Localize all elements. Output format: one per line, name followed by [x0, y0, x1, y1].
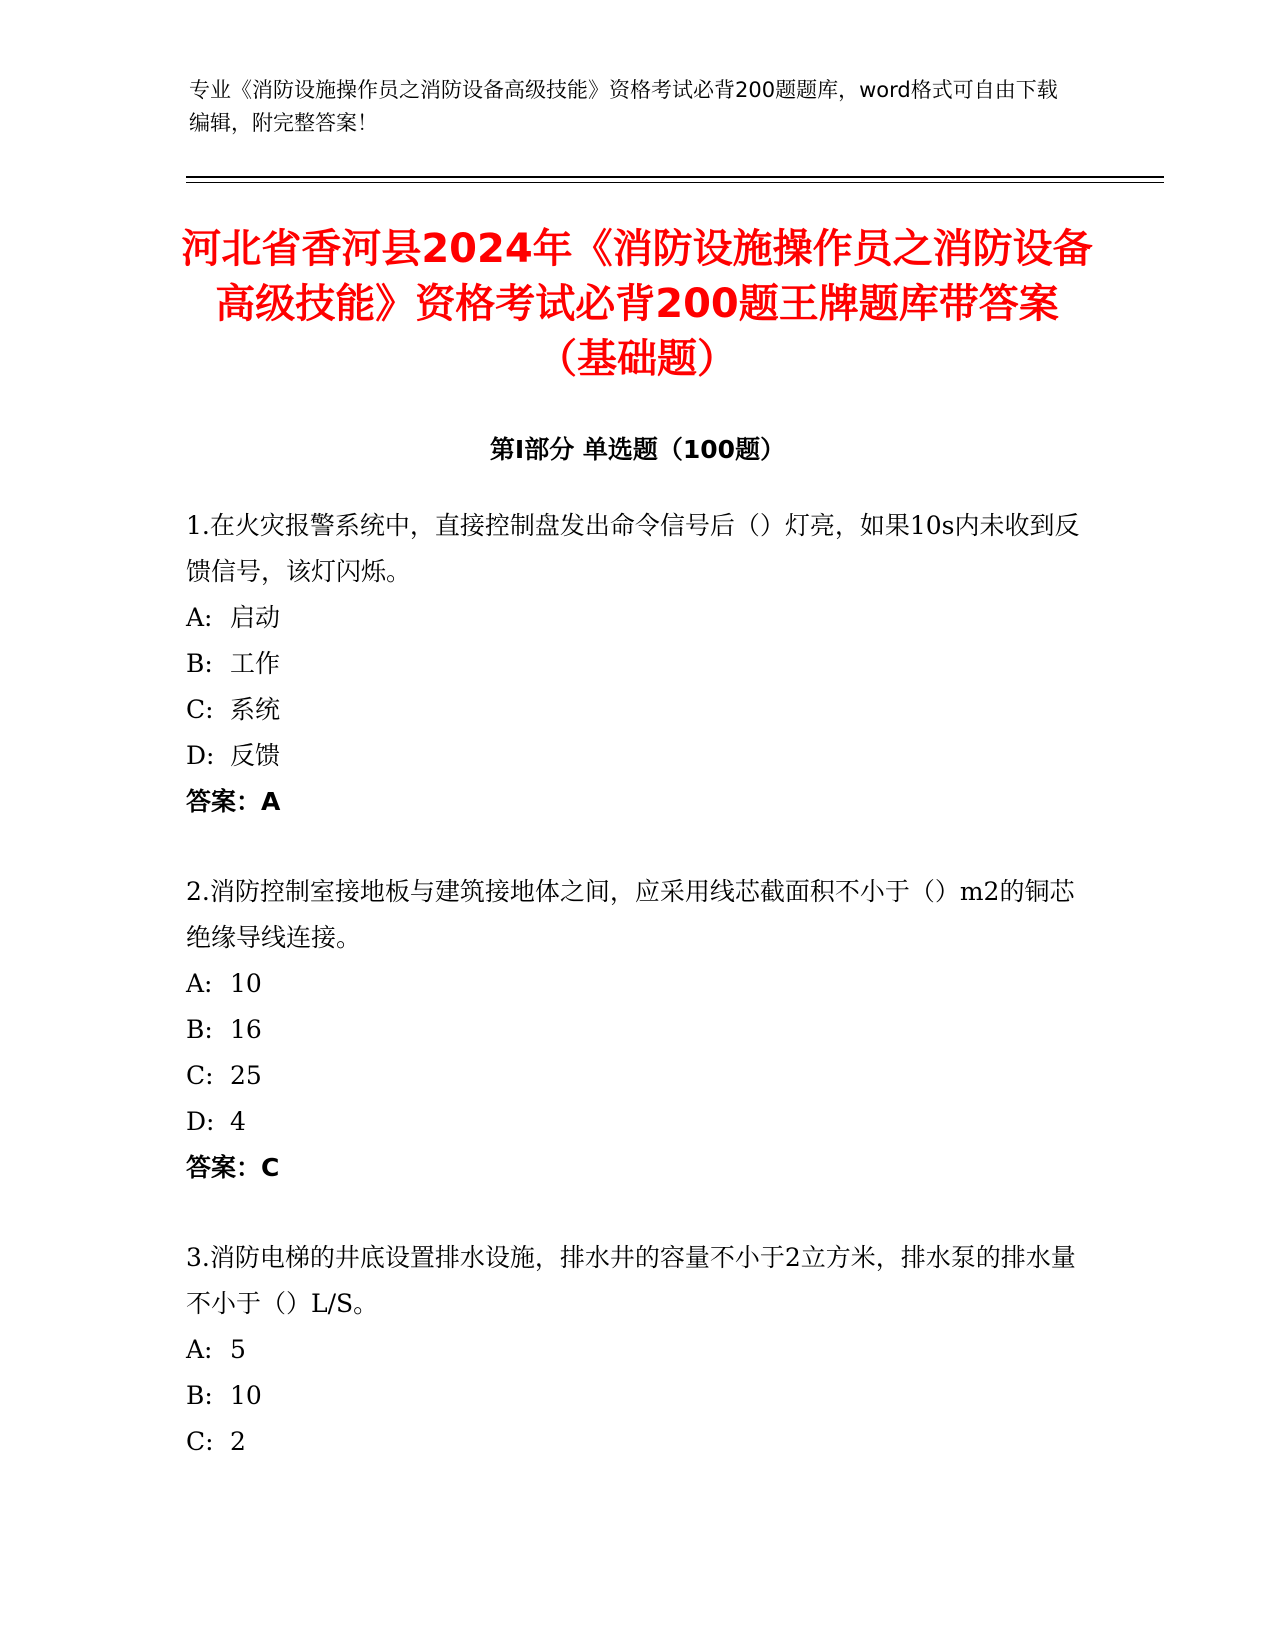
option-letter: C: [186, 695, 214, 724]
document-title: 河北省香河县2024年《消防设施操作员之消防设备高级技能》资格考试必背200题王牌题库带答案（基础题） [181, 226, 1093, 382]
option-letter: C: [186, 1061, 214, 1090]
option-c [186, 687, 1086, 733]
option-letter: A: [186, 1335, 213, 1364]
option-text: 2 [230, 1427, 246, 1456]
question-2 [186, 869, 1086, 1191]
header-divider-thick [186, 176, 1164, 178]
question-1 [186, 503, 1086, 825]
option-letter: B: [186, 649, 213, 678]
option-text: 16 [230, 1015, 262, 1044]
option-letter: D: [186, 741, 215, 770]
option-letter: A: [186, 969, 213, 998]
option-text: 10 [230, 969, 262, 998]
option-b [186, 1007, 1086, 1053]
option-letter: B: [186, 1381, 213, 1410]
option-d [186, 733, 1086, 779]
option-b [186, 641, 1086, 687]
option-b [186, 1373, 1086, 1419]
question-stem: 2.消防控制室接地板与建筑接地体之间，应采用线芯截面积不小于（）m2的铜芯绝缘导线连接。 [186, 877, 1075, 952]
option-text: 4 [230, 1107, 246, 1136]
answer-line: 答案：A [186, 787, 281, 816]
option-letter: C: [186, 1427, 214, 1456]
option-letter: B: [186, 1015, 213, 1044]
answer-line: 答案：C [186, 1153, 280, 1182]
option-text: 启动 [230, 603, 281, 632]
option-text: 25 [230, 1061, 262, 1090]
header-divider-thin [186, 182, 1164, 183]
option-a [186, 1327, 1086, 1373]
question-3 [186, 1235, 1086, 1465]
option-text: 系统 [230, 695, 281, 724]
question-stem: 1.在火灾报警系统中，直接控制盘发出命令信号后（）灯亮，如果10s内未收到反馈信号，该灯闪烁。 [186, 511, 1080, 586]
option-a [186, 961, 1086, 1007]
option-text: 10 [230, 1381, 262, 1410]
section-title: 第I部分 单选题（100题） [489, 435, 786, 464]
option-text: 反馈 [230, 741, 281, 770]
option-letter: D: [186, 1107, 215, 1136]
option-a [186, 595, 1086, 641]
option-d [186, 1099, 1086, 1145]
question-stem: 3.消防电梯的井底设置排水设施，排水井的容量不小于2立方米，排水泵的排水量不小于（）L/S。 [186, 1243, 1076, 1318]
option-text: 工作 [230, 649, 281, 678]
header-note: 专业《消防设施操作员之消防设备高级技能》资格考试必背200题题库，word格式可自由下载编辑，附完整答案！ [189, 78, 1058, 135]
option-text: 5 [230, 1335, 246, 1364]
option-c [186, 1053, 1086, 1099]
option-c [186, 1419, 1086, 1465]
option-letter: A: [186, 603, 213, 632]
